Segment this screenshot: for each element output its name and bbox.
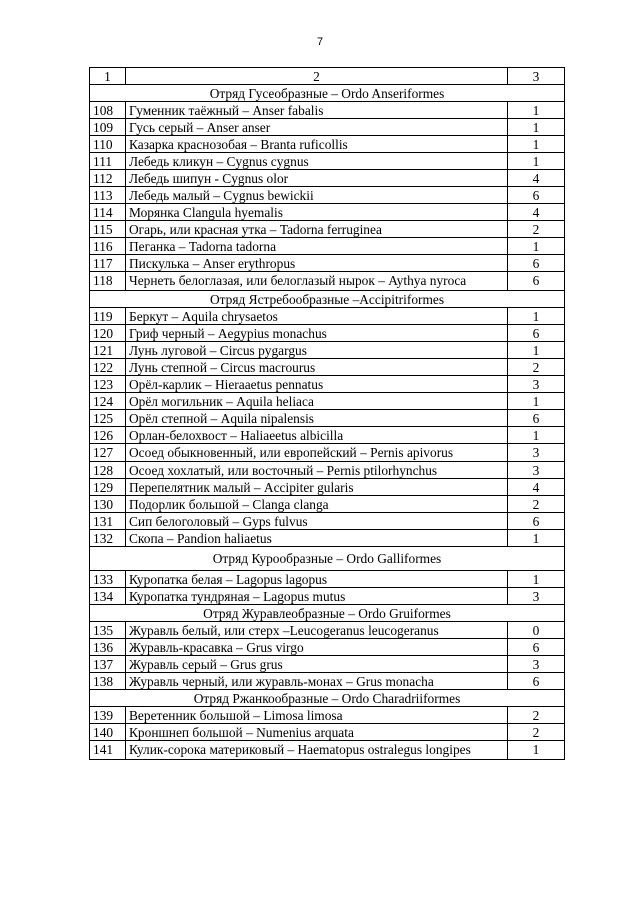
- species-name: Орлан-белохвост – Haliaeetus albicilla: [126, 426, 508, 443]
- row-number: 130: [90, 496, 126, 513]
- row-number: 112: [90, 170, 126, 187]
- order-heading: Отряд Ржанкообразные – Ordo Charadriiformes: [90, 690, 565, 707]
- species-name: Огарь, или красная утка – Tadorna ferruginea: [126, 221, 508, 238]
- species-name: Лебедь шипун - Cygnus olor: [126, 170, 508, 187]
- order-heading: Отряд Гусеобразные – Ordo Anseriformes: [90, 85, 565, 102]
- species-name: Осоед обыкновенный, или европейский – Pernis apivorus: [126, 443, 508, 462]
- category-value: 4: [508, 479, 565, 496]
- species-name: Лебедь кликун – Cygnus cygnus: [126, 153, 508, 170]
- species-name: Морянка Clangula hyemalis: [126, 204, 508, 221]
- row-number: 110: [90, 136, 126, 153]
- order-heading: Отряд Ястребообразные –Accipitriformes: [90, 290, 565, 307]
- row-number: 119: [90, 307, 126, 324]
- header-col-name: 2: [126, 68, 508, 85]
- category-value: 1: [508, 119, 565, 136]
- species-name: Гусь серый – Anser anser: [126, 119, 508, 136]
- category-value: 1: [508, 153, 565, 170]
- species-name: Кроншнеп большой – Numenius arquata: [126, 724, 508, 741]
- row-number: 135: [90, 622, 126, 639]
- table-row: [90, 571, 565, 588]
- category-value: 2: [508, 724, 565, 741]
- table-row: [90, 375, 565, 392]
- header-col-category: 3: [508, 68, 565, 85]
- species-name: Пискулька – Anser erythropus: [126, 255, 508, 272]
- category-value: 2: [508, 707, 565, 724]
- row-number: 114: [90, 204, 126, 221]
- species-name: Журавль черный, или журавль-монах – Grus monacha: [126, 673, 508, 690]
- table-row: [90, 588, 565, 605]
- table-row: [90, 153, 565, 170]
- table-row: [90, 187, 565, 204]
- species-name: Журавль серый – Grus grus: [126, 656, 508, 673]
- category-value: 2: [508, 358, 565, 375]
- species-name: Кулик-сорока материковый – Haematopus ostralegus longipes: [126, 741, 508, 760]
- table-row: [90, 462, 565, 479]
- row-number: 128: [90, 462, 126, 479]
- table-row: [90, 102, 565, 119]
- category-value: 1: [508, 426, 565, 443]
- table-row: [90, 426, 565, 443]
- table-row: [90, 272, 565, 291]
- category-value: 3: [508, 462, 565, 479]
- category-value: 6: [508, 409, 565, 426]
- table-row: [90, 170, 565, 187]
- category-value: 6: [508, 272, 565, 291]
- category-value: 1: [508, 307, 565, 324]
- species-name: Лунь луговой – Circus pygargus: [126, 341, 508, 358]
- table-row: [90, 392, 565, 409]
- species-name: Скопа – Pandion haliaetus: [126, 530, 508, 547]
- category-value: 3: [508, 656, 565, 673]
- row-number: 113: [90, 187, 126, 204]
- table-row: [90, 639, 565, 656]
- order-heading-row: [90, 690, 565, 707]
- row-number: 121: [90, 341, 126, 358]
- table-row: [90, 656, 565, 673]
- row-number: 115: [90, 221, 126, 238]
- row-number: 132: [90, 530, 126, 547]
- species-name: Осоед хохлатый, или восточный – Pernis ptilorhynchus: [126, 462, 508, 479]
- row-number: 108: [90, 102, 126, 119]
- order-heading: Отряд Журавлеобразные – Ordo Gruiformes: [90, 605, 565, 622]
- row-number: 127: [90, 443, 126, 462]
- table-row: [90, 358, 565, 375]
- row-number: 120: [90, 324, 126, 341]
- category-value: 2: [508, 496, 565, 513]
- category-value: 6: [508, 324, 565, 341]
- category-value: 3: [508, 443, 565, 462]
- category-value: 3: [508, 375, 565, 392]
- row-number: 123: [90, 375, 126, 392]
- table-row: [90, 513, 565, 530]
- table-row: [90, 673, 565, 690]
- table-row: [90, 307, 565, 324]
- row-number: 116: [90, 238, 126, 255]
- table-row: [90, 119, 565, 136]
- table-row: [90, 409, 565, 426]
- species-name: Орёл степной – Aquila nipalensis: [126, 409, 508, 426]
- category-value: 6: [508, 513, 565, 530]
- species-name: Беркут – Aquila chrysaetos: [126, 307, 508, 324]
- table-row: [90, 724, 565, 741]
- row-number: 141: [90, 741, 126, 760]
- species-name: Перепелятник малый – Accipiter gularis: [126, 479, 508, 496]
- table-row: [90, 204, 565, 221]
- category-value: 1: [508, 392, 565, 409]
- row-number: 133: [90, 571, 126, 588]
- species-name: Сип белоголовый – Gyps fulvus: [126, 513, 508, 530]
- row-number: 136: [90, 639, 126, 656]
- category-value: 1: [508, 571, 565, 588]
- category-value: 1: [508, 102, 565, 119]
- header-col-number: 1: [90, 68, 126, 85]
- row-number: 122: [90, 358, 126, 375]
- category-value: 6: [508, 639, 565, 656]
- row-number: 124: [90, 392, 126, 409]
- order-heading-row: [90, 85, 565, 102]
- row-number: 118: [90, 272, 126, 291]
- row-number: 134: [90, 588, 126, 605]
- table-header-row: [90, 68, 565, 85]
- table-row: [90, 341, 565, 358]
- row-number: 109: [90, 119, 126, 136]
- row-number: 140: [90, 724, 126, 741]
- species-name: Пеганка – Tadorna tadorna: [126, 238, 508, 255]
- species-name: Гриф черный – Aegypius monachus: [126, 324, 508, 341]
- species-name: Орёл-карлик – Hieraaetus pennatus: [126, 375, 508, 392]
- table-row: [90, 324, 565, 341]
- category-value: 1: [508, 530, 565, 547]
- row-number: 125: [90, 409, 126, 426]
- table-row: [90, 479, 565, 496]
- order-heading: Отряд Курообразные – Ordo Galliformes: [90, 547, 565, 571]
- table-row: [90, 238, 565, 255]
- species-table-body: [90, 68, 565, 760]
- species-table: [89, 67, 565, 760]
- table-row: [90, 622, 565, 639]
- species-name: Лебедь малый – Cygnus bewickii: [126, 187, 508, 204]
- category-value: 2: [508, 221, 565, 238]
- species-name: Куропатка белая – Lagopus lagopus: [126, 571, 508, 588]
- table-row: [90, 496, 565, 513]
- page-number: 7: [316, 36, 324, 48]
- row-number: 138: [90, 673, 126, 690]
- row-number: 137: [90, 656, 126, 673]
- category-value: 4: [508, 170, 565, 187]
- table-row: [90, 741, 565, 760]
- category-value: 6: [508, 187, 565, 204]
- category-value: 6: [508, 673, 565, 690]
- row-number: 139: [90, 707, 126, 724]
- category-value: 1: [508, 238, 565, 255]
- table-row: [90, 707, 565, 724]
- row-number: 126: [90, 426, 126, 443]
- species-name: Лунь степной – Circus macrourus: [126, 358, 508, 375]
- table-row: [90, 255, 565, 272]
- row-number: 111: [90, 153, 126, 170]
- species-name: Журавль-красавка – Grus virgo: [126, 639, 508, 656]
- species-name: Гуменник таёжный – Anser fabalis: [126, 102, 508, 119]
- row-number: 117: [90, 255, 126, 272]
- category-value: 3: [508, 588, 565, 605]
- table-row: [90, 221, 565, 238]
- order-heading-row: [90, 547, 565, 571]
- table-row: [90, 530, 565, 547]
- species-name: Подорлик большой – Clanga clanga: [126, 496, 508, 513]
- category-value: 1: [508, 136, 565, 153]
- category-value: 1: [508, 341, 565, 358]
- species-name: Казарка краснозобая – Branta ruficollis: [126, 136, 508, 153]
- species-name: Веретенник большой – Limosa limosa: [126, 707, 508, 724]
- species-name: Куропатка тундряная – Lagopus mutus: [126, 588, 508, 605]
- category-value: 1: [508, 741, 565, 760]
- species-name: Чернеть белоглазая, или белоглазый нырок – Aythya nyroca: [126, 272, 508, 291]
- order-heading-row: [90, 605, 565, 622]
- row-number: 131: [90, 513, 126, 530]
- order-heading-row: [90, 290, 565, 307]
- category-value: 6: [508, 255, 565, 272]
- table-row: [90, 443, 565, 462]
- species-name: Журавль белый, или стерх –Leucogeranus leucogeranus: [126, 622, 508, 639]
- species-name: Орёл могильник – Aquila heliaca: [126, 392, 508, 409]
- category-value: 4: [508, 204, 565, 221]
- row-number: 129: [90, 479, 126, 496]
- table-row: [90, 136, 565, 153]
- category-value: 0: [508, 622, 565, 639]
